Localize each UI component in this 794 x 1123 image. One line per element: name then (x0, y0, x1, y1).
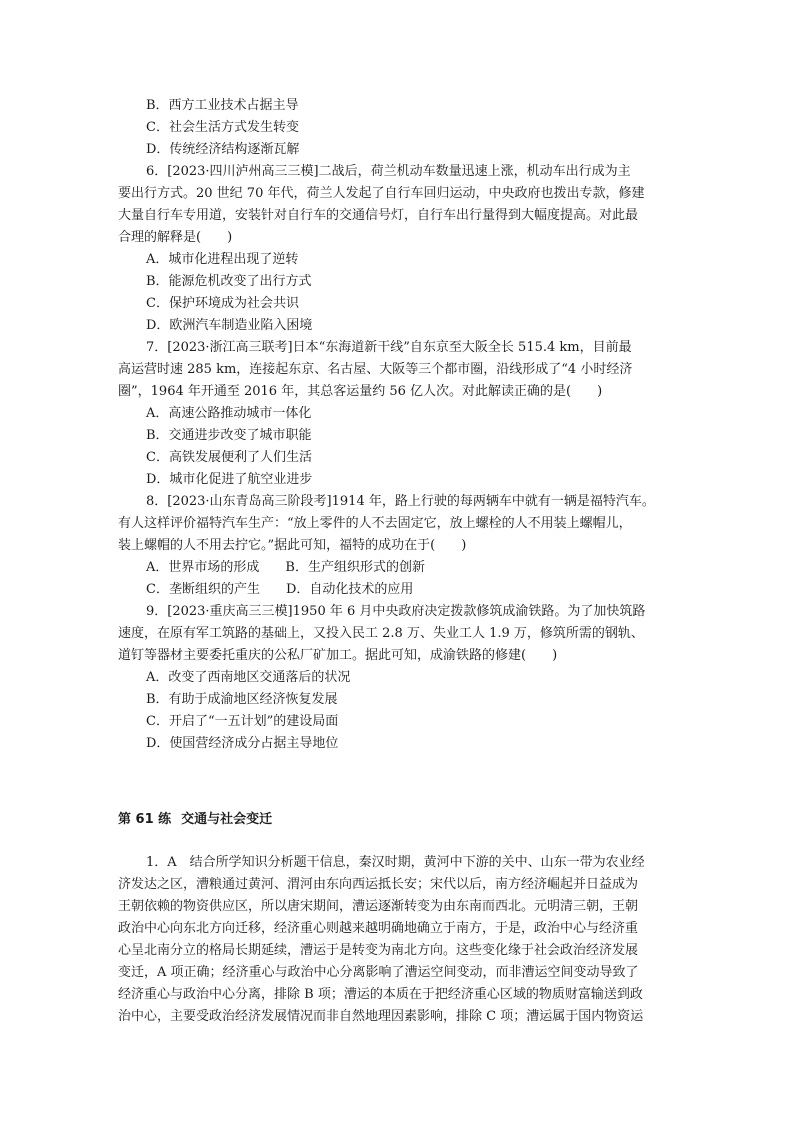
q6-stem-line: 合理的解释是( ) (118, 230, 233, 245)
option-c: C．社会生活方式发生转变 (146, 120, 299, 135)
lesson-topic: 交通与社会变迁 (181, 812, 273, 827)
answer-line: 心呈北南分立的格局长期延续，漕运于是转变为南北方向。这些变化缘于社会政治经济发展 (118, 943, 639, 958)
q9-stem-line: 道钉等器材主要委托重庆的公私厂矿加工。据此可知，成渝铁路的修建( ) (118, 648, 558, 663)
q9-stem-line: 速度，在原有军工筑路的基础上，又投入民工 2.8 万、失业工人 1.9 万，修筑所需的钢轨、 (118, 626, 644, 641)
q6-stem-line: 大量自行车专用道，安装针对自行车的交通信号灯，自行车出行量得到大幅度提高。对此最 (118, 208, 639, 223)
q8-option-d: D．自动化技术的应用 (285, 582, 414, 597)
answer-section-heading (118, 808, 272, 827)
q7-option-b: B．交通进步改变了城市职能 (146, 428, 312, 443)
option-d: D．传统经济结构逐渐瓦解 (146, 142, 300, 157)
q8-option-row (118, 557, 681, 579)
q8-stem-line: 装上螺帽的人不用去拧它。”据此可知，福特的成功在于( ) (118, 538, 467, 553)
q8-stem-line: 有人这样评价福特汽车生产：“放上零件的人不去固定它，放上螺栓的人不用装上螺帽儿， (118, 516, 632, 531)
q6-option-a: A．城市化进程出现了逆转 (146, 252, 299, 267)
q9-option-a: A．改变了西南地区交通落后的状况 (146, 670, 351, 685)
q9-option-c: C．开启了“一五计划”的建设局面 (146, 714, 339, 729)
q8-option-b: B．生产组织形式的创新 (285, 560, 425, 575)
answer-line: 治中心，主要受政治经济发展情况而非自然地理因素影响，排除 C 项；漕运属于国内物资运 (118, 1009, 644, 1024)
q7-option-c: C．高铁发展便利了人们生活 (146, 450, 312, 465)
q6-option-c: C．保护环境成为社会共识 (146, 296, 299, 311)
answer-line: 济发达之区，漕粮通过黄河、渭河由东向西运抵长安；宋代以后，南方经济崛起并日益成为 (118, 877, 639, 892)
q7-stem-line: 7．[2023·浙江高三联考]日本“东海道新干线”自东京至大阪全长 515.4 km，目前最 (146, 340, 632, 355)
q8-option-c: C．垄断组织的产生 (146, 582, 260, 597)
q9-stem-line: 9．[2023·重庆高三三模]1950 年 6 月中央政府决定拨款修筑成渝铁路。为了加快筑路 (146, 604, 646, 619)
q9-option-d: D．使国营经济成分占据主导地位 (146, 736, 339, 751)
q6-option-d: D．欧洲汽车制造业陷入困境 (146, 318, 313, 333)
q8-option-a: A．世界市场的形成 (146, 560, 260, 575)
q6-stem-line: 要出行方式。20 世纪 70 年代，荷兰人发起了自行车回归运动，中央政府也拨出专款，修建 (118, 186, 645, 201)
q7-option-d: D．城市化促进了航空业进步 (146, 472, 313, 487)
q7-option-a: A．高速公路推动城市一体化 (146, 406, 312, 421)
q8-option-row (118, 579, 681, 601)
lesson-number: 第 61 练 (118, 812, 172, 827)
q7-stem-line: 圈”，1964 年开通至 2016 年，其总客运量约 56 亿人次。对此解读正确的是( ) (118, 384, 603, 399)
q9-option-b: B．有助于成渝地区经济恢复发展 (146, 692, 338, 707)
answer-line: 经济重心与政治中心分离，排除 B 项；漕运的本质在于把经济重心区域的物质财富输送到政 (118, 987, 643, 1002)
option-b: B．西方工业技术占据主导 (146, 98, 299, 113)
answer-line: 王朝依赖的物资供应区，所以唐宋期间，漕运逐渐转变为由东南而西北。元明清三朝，王朝 (118, 899, 639, 914)
q8-stem-line: 8．[2023·山东青岛高三阶段考]1914 年，路上行驶的每两辆车中就有一辆是福特汽车。 (146, 494, 655, 509)
answer-line: 政治中心向东北方向迁移，经济重心则越来越明确地确立于南方，于是，政治中心与经济重 (118, 921, 639, 936)
answer-line: 1．A 结合所学知识分析题干信息，秦汉时期，黄河中下游的关中、山东一带为农业经 (146, 855, 645, 870)
q6-option-b: B．能源危机改变了出行方式 (146, 274, 312, 289)
answer-explanation (118, 852, 681, 1028)
answer-line: 变迁，A 项正确；经济重心与政治中心分离影响了漕运空间变动，而非漕运空间变动导致了 (118, 965, 639, 980)
q7-stem-line: 高运营时速 285 km，连接起东京、名古屋、大阪等三个都市圈，沿线形成了“4 小时经济 (118, 362, 633, 377)
question-block (118, 95, 681, 755)
q6-stem-line: 6．[2023·四川泸州高三三模]二战后，荷兰机动车数量迅速上涨，机动车出行成为主 (146, 164, 631, 179)
